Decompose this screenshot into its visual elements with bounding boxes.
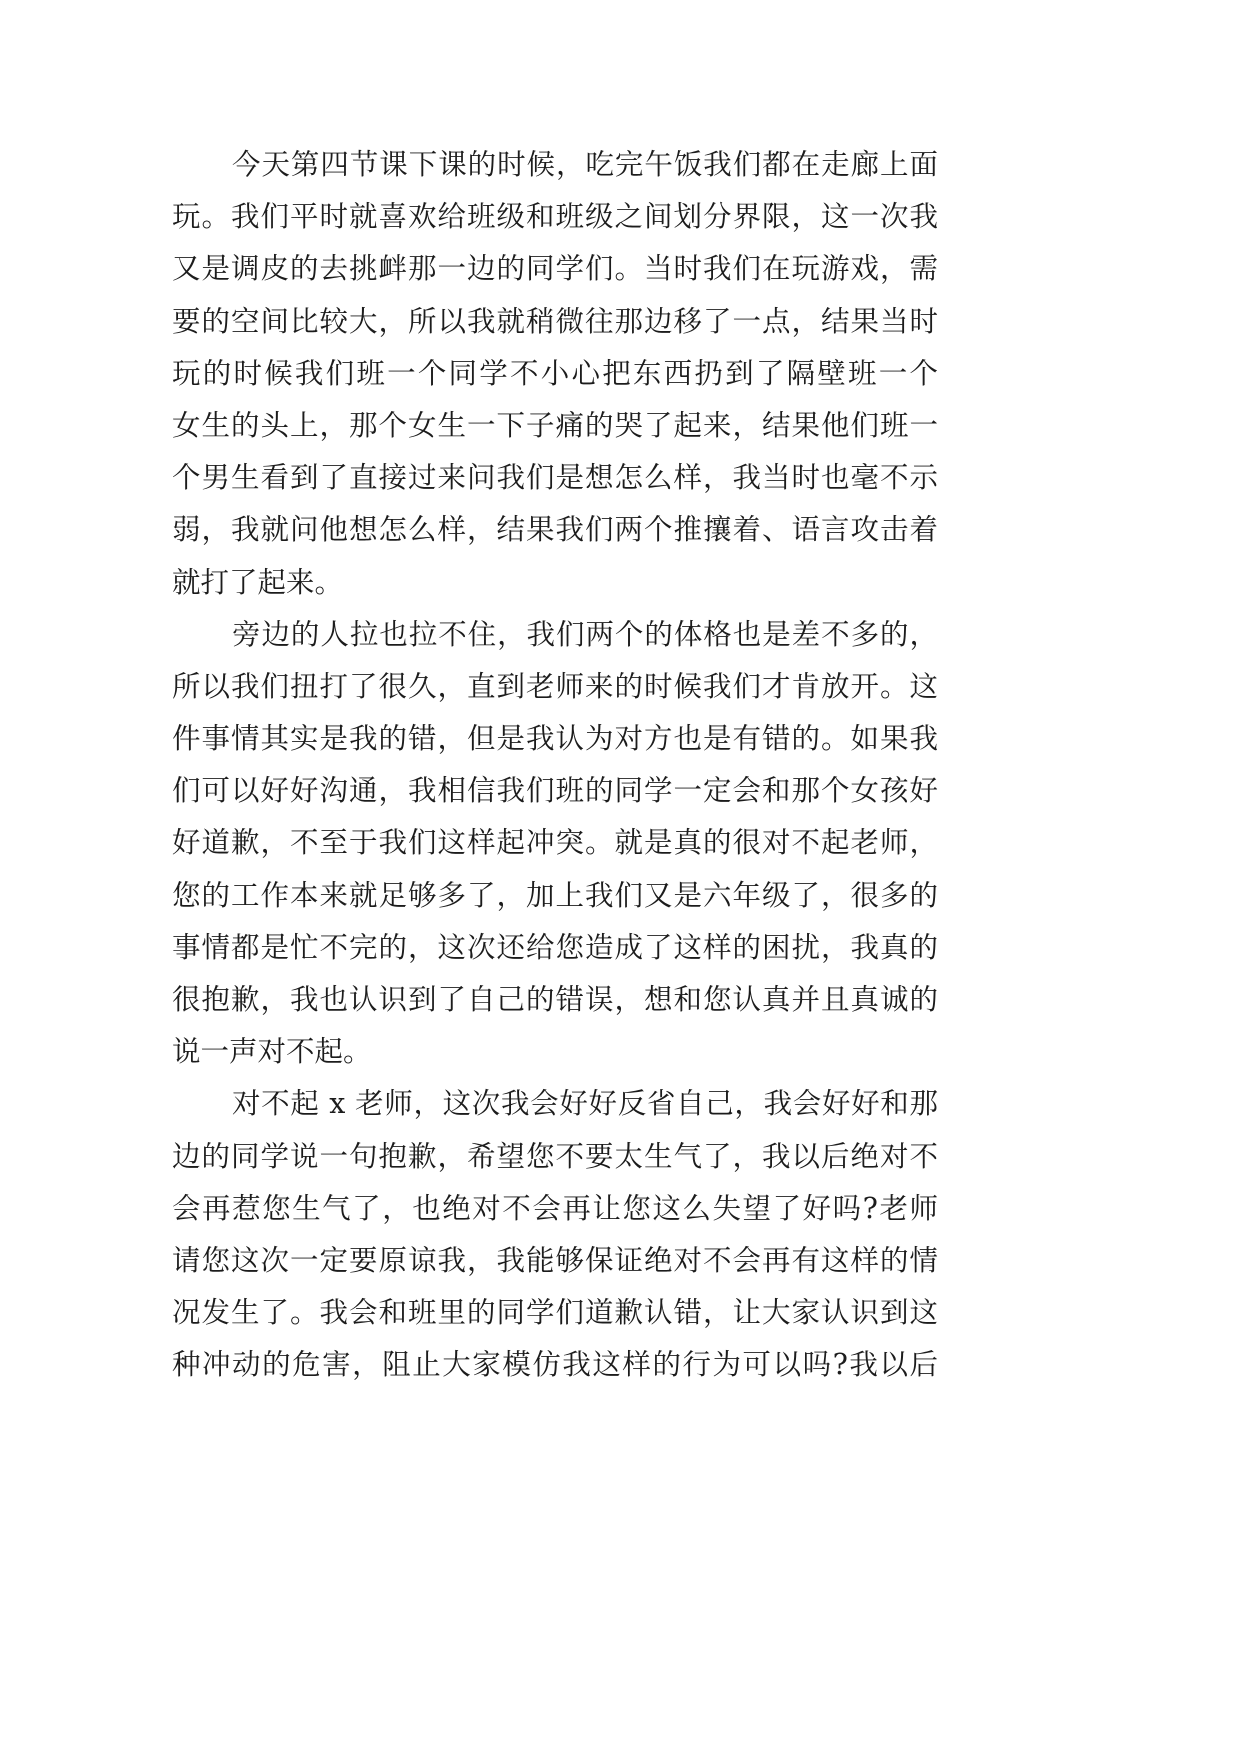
text-line: 说一声对不起。 xyxy=(172,1035,372,1069)
text-line: 旁边的人拉也拉不住，我们两个的体格也是差不多的， xyxy=(232,617,938,651)
text-line: 玩。我们平时就喜欢给班级和班级之间划分界限，这一次我 xyxy=(172,200,938,234)
text-line: 况发生了。我会和班里的同学们道歉认错，让大家认识到这 xyxy=(172,1296,938,1330)
text-line: 请您这次一定要原谅我，我能够保证绝对不会再有这样的情 xyxy=(172,1243,938,1277)
text-line: 会再惹您生气了，也绝对不会再让您这么失望了好吗?老师 xyxy=(172,1191,938,1225)
text-line: 很抱歉，我也认识到了自己的错误，想和您认真并且真诚的 xyxy=(172,983,938,1016)
text-line: 好道歉，不至于我们这样起冲突。就是真的很对不起老师， xyxy=(172,826,938,860)
text-line: 事情都是忙不完的，这次还给您造成了这样的困扰，我真的 xyxy=(172,930,938,964)
text-line: 对不起 x 老师，这次我会好好反省自己，我会好好和那 xyxy=(232,1087,938,1121)
paragraph-3 xyxy=(172,1078,938,1391)
text-line: 又是调皮的去挑衅那一边的同学们。当时我们在玩游戏，需 xyxy=(172,252,938,286)
text-line: 女生的头上，那个女生一下子痛的哭了起来，结果他们班一 xyxy=(172,408,938,442)
text-line: 今天第四节课下课的时候，吃完午饭我们都在走廊上面 xyxy=(232,148,938,181)
text-line: 种冲动的危害，阻止大家模仿我这样的行为可以吗?我以后 xyxy=(172,1348,938,1382)
paragraph-2 xyxy=(172,609,938,1079)
paragraph-1 xyxy=(172,139,938,609)
document-body xyxy=(172,139,938,1392)
text-line: 玩的时候我们班一个同学不小心把东西扔到了隔壁班一个 xyxy=(172,356,938,390)
text-line: 所以我们扭打了很久，直到老师来的时候我们才肯放开。这 xyxy=(172,669,938,703)
text-line: 弱，我就问他想怎么样，结果我们两个推攘着、语言攻击着 xyxy=(172,513,938,547)
text-line: 要的空间比较大，所以我就稍微往那边移了一点，结果当时 xyxy=(172,304,938,338)
text-line: 您的工作本来就足够多了，加上我们又是六年级了，很多的 xyxy=(172,878,938,912)
text-line: 就打了起来。 xyxy=(172,565,344,599)
text-line: 件事情其实是我的错，但是我认为对方也是有错的。如果我 xyxy=(172,722,938,756)
text-line: 个男生看到了直接过来问我们是想怎么样，我当时也毫不示 xyxy=(172,461,938,495)
text-line: 边的同学说一句抱歉，希望您不要太生气了，我以后绝对不 xyxy=(172,1139,938,1173)
text-line: 们可以好好沟通，我相信我们班的同学一定会和那个女孩好 xyxy=(172,774,938,808)
